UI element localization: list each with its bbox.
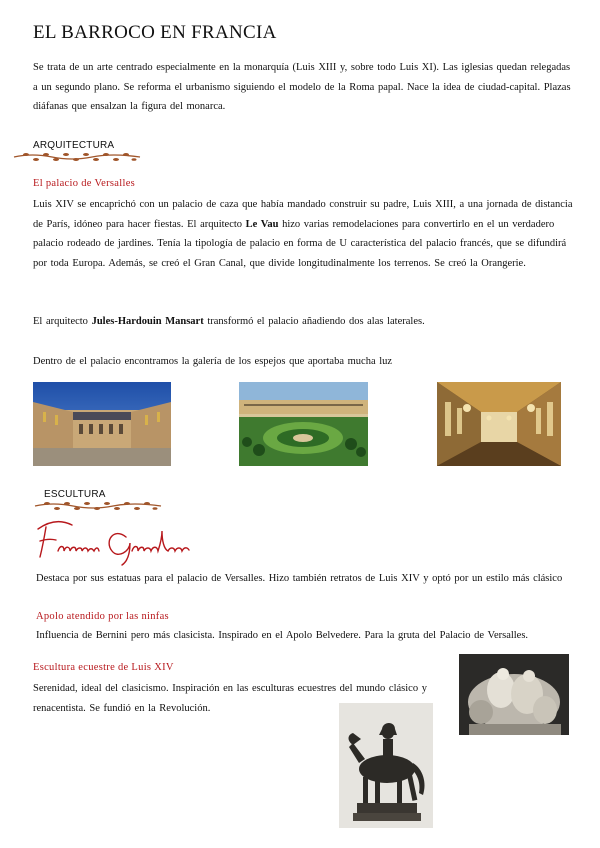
galeria-paragraph: Dentro de el palacio encontramos la galería de los espejos que aportaba mucha luz [33, 356, 393, 367]
versalles-paragraph: Luis XIV se encaprichó con un palacio de caza que había mandado construir su padre, Luis XIII, a una jornada de distancia de París, idóneo para hacer fiestas. El arquitecto Le Vau hizo varias remodelaciones para convertirlo en el un verdadero palacio rodeado de jardines. Tenía la tipología de palacio en forma de U característica del palacio francés, que se difundirá por toda Europa. Además, se creó el Gran Canal, que divide longitudinalmente los terrenos. Se creó la Orangerie. [33, 199, 573, 269]
palace-gardens-photo [239, 382, 368, 466]
vine-ornament-icon [12, 151, 142, 163]
section-heading-arquitectura: ARQUITECTURA [33, 140, 115, 151]
apolo-paragraph: Influencia de Bernini pero más clasicista. Inspirado en el Apolo Belvedere. Para la gruta del Palacio de Versalles. [36, 630, 529, 641]
girardon-signature [34, 517, 194, 567]
signature-text [0, 0, 1, 1]
girardon-paragraph: Destaca por sus estatuas para el palacio de Versalles. Hizo también retratos de Luis XIV y optó por un estilo más clásico [36, 573, 563, 584]
page-title: EL BARROCO EN FRANCIA [33, 22, 277, 43]
subheading-apolo: Apolo atendido por las ninfas [36, 611, 169, 622]
mansart-paragraph: El arquitecto Jules-Hardouin Mansart transformó el palacio añadiendo dos alas laterales. [33, 316, 425, 327]
subheading-ecuestre: Escultura ecuestre de Luis XIV [33, 662, 174, 673]
palace-courtyard-photo [33, 382, 171, 466]
apolo-sculpture-photo [459, 654, 569, 735]
vine-ornament-icon [33, 500, 163, 512]
ecuestre-paragraph: Serenidad, ideal del clasicismo. Inspiración en las esculturas ecuestres del mundo clásico y renacentista. Se fundió en la Revolución. [33, 683, 427, 714]
section-heading-escultura: ESCULTURA [44, 489, 106, 500]
equestrian-statue-photo [339, 703, 433, 828]
hall-of-mirrors-photo [437, 382, 561, 466]
intro-paragraph: Se trata de un arte centrado especialmente en la monarquía (Luis XIII y, sobre todo Luis XI). Las iglesias quedan relegadas a un segundo plano. Se reforma el urbanismo siguiendo el modelo de la Roma papal. Nace la idea de ciudad-capital. Plazas diáfanas que ensalzan la figura del monarca. [33, 62, 571, 112]
subheading-palacio-versalles: El palacio de Versalles [33, 178, 136, 189]
